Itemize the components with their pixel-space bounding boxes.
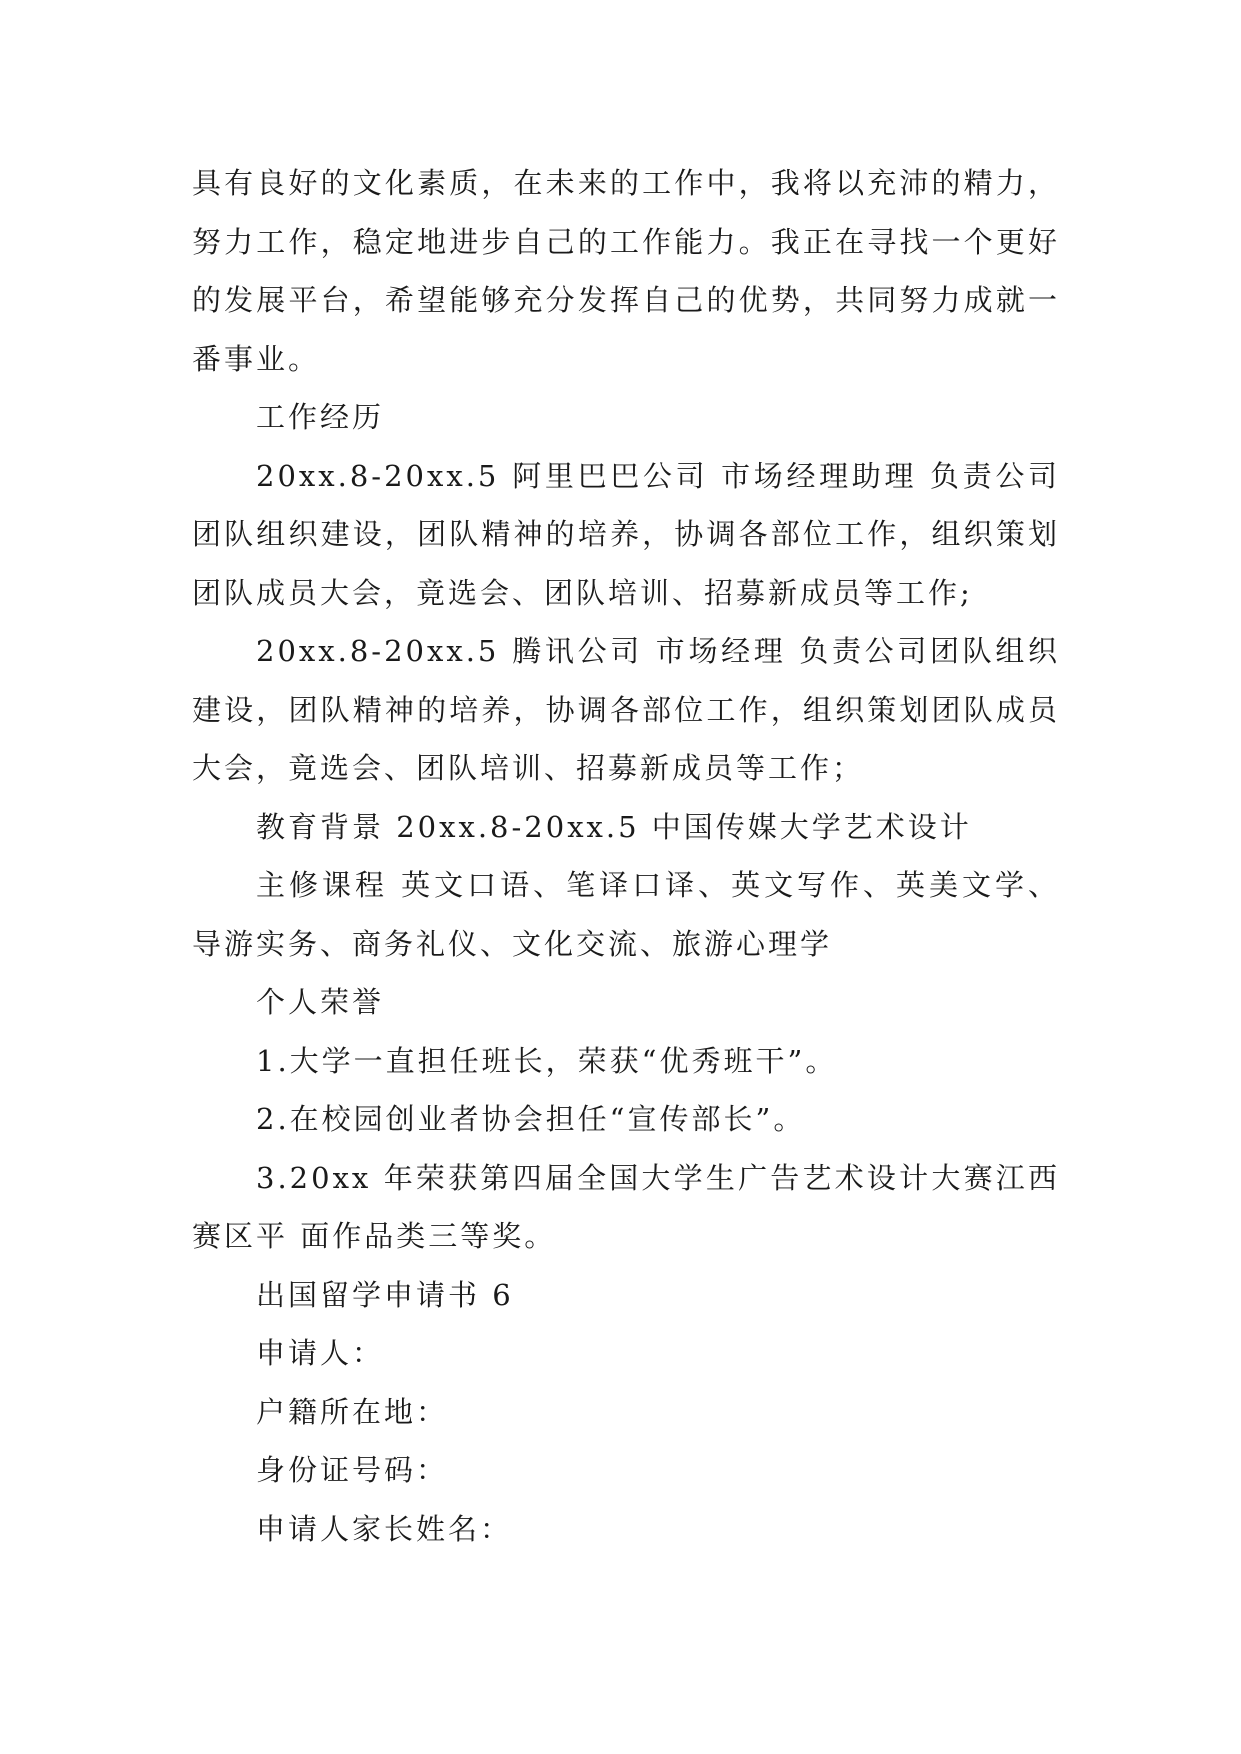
paragraph-education: 教育背景 20xx.8-20xx.5 中国传媒大学艺术设计 (256, 809, 972, 844)
field-id-number: 身份证号码： (256, 1453, 449, 1487)
document-body (192, 154, 1060, 1558)
paragraph-job-tencent: 20xx.8-20xx.5 腾讯公司 市场经理 负责公司团队组织建设，团队精神的培养，协调各部位工作，组织策划团队成员大会，竟选会、团队培训、招募新成员等工作； (192, 634, 1060, 785)
section-title-application: 出国留学申请书 6 (256, 1277, 514, 1312)
paragraph-courses: 主修课程 英文口语、笔译口译、英文写作、英美文学、导游实务、商务礼仪、文化交流、旅游心理学 (192, 868, 1060, 961)
honor-item-2: 2.在校园创业者协会担任“宣传部长”。 (256, 1102, 806, 1136)
field-household-registration: 户籍所在地： (256, 1394, 449, 1429)
honor-item-3: 3.20xx 年荣获第四届全国大学生广告艺术设计大赛江西赛区平 面作品类三等奖。 (192, 1160, 1060, 1253)
heading-honors: 个人荣誉 (256, 985, 385, 1019)
paragraph-job-alibaba: 20xx.8-20xx.5 阿里巴巴公司 市场经理助理 负责公司团队组织建设，团队精神的培养，协调各部位工作，组织策划团队成员大会，竟选会、团队培训、招募新成员等工作; (192, 458, 1060, 610)
heading-work-experience: 工作经历 (256, 400, 385, 434)
honor-item-1: 1.大学一直担任班长，荣获“优秀班干”。 (256, 1043, 838, 1078)
field-applicant: 申请人： (256, 1336, 385, 1370)
field-parent-name: 申请人家长姓名： (256, 1511, 513, 1546)
paragraph-intro-continued: 具有良好的文化素质，在未来的工作中，我将以充沛的精力，努力工作，稳定地进步自己的工作能力。我正在寻找一个更好的发展平台，希望能够充分发挥自己的优势，共同努力成就一番事业。 (192, 166, 1060, 376)
